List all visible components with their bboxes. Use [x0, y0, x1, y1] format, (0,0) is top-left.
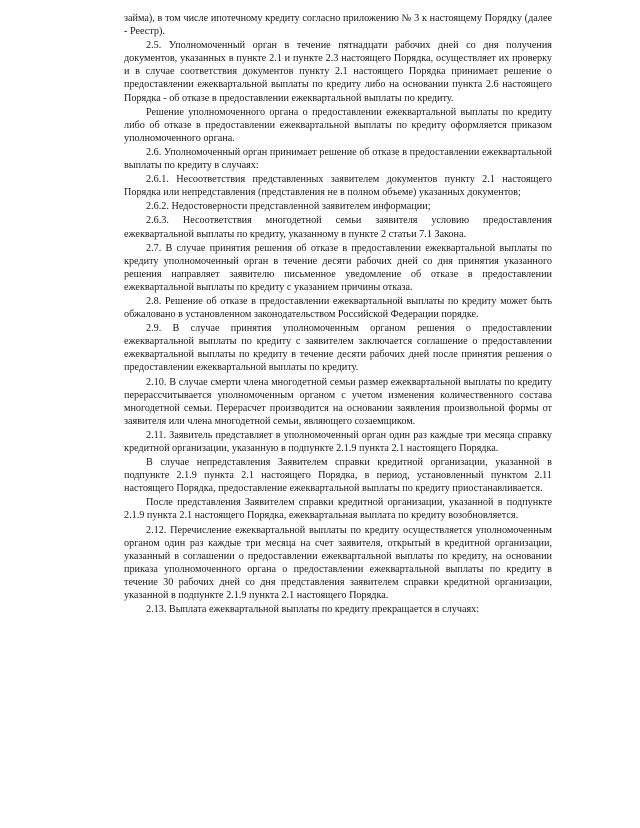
paragraph-2-10: 2.10. В случае смерти члена многодетной семьи размер ежеквартальной выплаты по кредиту перерассчитывается уполномоченным органом с учетом изменения количественного состава многодетной семьи. Перерасчет производится на основании заявления произвольной формы от заявителя или члена многодетной семьи, являющего созаемщиком. [124, 376, 552, 427]
paragraph-2-6-3: 2.6.3. Несоответствия многодетной семьи заявителя условию предоставления ежеквартальной выплаты по кредиту, указанному в пункте 2 статьи 7.1 Закона. [124, 215, 552, 240]
paragraph-2-6-2: 2.6.2. Недостоверности представленной заявителем информации; [146, 201, 431, 213]
paragraph-suspension: В случае непредставления Заявителем справки кредитной организации, указанной в подпункте 2.1.9 пункта 2.1 настоящего Порядка, в период, установленный пунктом 2.11 настоящего Порядка, предоставление ежеквартальной выплаты по кредиту приостанавливается. [124, 457, 552, 495]
paragraph-2-12: 2.12. Перечисление ежеквартальной выплаты по кредиту осуществляется уполномоченным органом один раз каждые три месяца на счет заявителя, открытый в кредитной организации, указанный в соглашении о предоставлении ежеквартальной выплаты по кредиту, на основании приказа уполномоченного органа о предоставлении ежеквартальной выплаты по кредиту в течение 30 рабочих дней со дня представления заявителем справки кредитной организации, указанной в подпункте 2.1.9 пункта 2.1 настоящего Порядка. [124, 524, 552, 602]
document-body [124, 12, 552, 617]
paragraph-2-6: 2.6. Уполномоченный орган принимает решение об отказе в предоставлении ежеквартальной выплаты по кредиту в случаях: [124, 146, 552, 172]
paragraph-2-6-1: 2.6.1. Несоответствия представленных заявителем документов пункту 2.1 настоящего Порядка или непредставления (представления не в полном объеме) указанных документов; [124, 174, 552, 199]
paragraph-2-8: 2.8. Решение об отказе в предоставлении ежеквартальной выплаты по кредиту может быть обжаловано в установленном законодательством Российской Федерации порядке. [124, 295, 552, 321]
paragraph-decision-form: Решение уполномоченного органа о предоставлении ежеквартальной выплаты по кредиту либо об отказе в предоставлении ежеквартальной выплаты по кредиту оформляется приказом уполномоченного органа. [124, 106, 552, 144]
paragraph-2-9: 2.9. В случае принятия уполномоченным органом решения о предоставлении ежеквартальной выплаты по кредиту с заявителем заключается соглашение о предоставлении ежеквартальной выплаты по кредиту в течение десяти рабочих дней после принятия решения о предоставлении ежеквартальной выплаты по кредиту. [124, 323, 552, 374]
paragraph-2-11: 2.11. Заявитель представляет в уполномоченный орган один раз каждые три месяца справку кредитной организации, указанную в подпункте 2.1.9 пункта 2.1 настоящего Порядка. [124, 429, 552, 454]
paragraph-2-7: 2.7. В случае принятия решения об отказе в предоставлении ежеквартальной выплаты по кредиту уполномоченный орган в течение десяти рабочих дней со дня принятия указанного решения направляет заявителю письменное уведомление об отказе в предоставлении ежеквартальной выплаты по кредиту с указанием причины отказа. [124, 242, 552, 293]
paragraph-2-5: 2.5. Уполномоченный орган в течение пятнадцати рабочих дней со дня получения документов, указанных в пункте 2.1 и пункте 2.3 настоящего Порядка, осуществляет их проверку и в случае соответствия документов пункту 2.1 настоящего Порядка принимает решение о предоставлении ежеквартальной выплаты по кредиту либо на основании пункта 2.6 настоящего Порядка - об отказе в предоставлении ежеквартальной выплаты по кредиту. [124, 40, 552, 104]
paragraph-2-13: 2.13. Выплата ежеквартальной выплаты по кредиту прекращается в случаях: [146, 604, 480, 616]
paragraph-continuation: займа), в том числе ипотечному кредиту согласно приложению № 3 к настоящему Порядку (далее - Реестр). [124, 13, 552, 38]
paragraph-resumption: После представления Заявителем справки кредитной организации, указанной в подпункте 2.1.9 пункта 2.1 настоящего Порядка, ежеквартальная выплата по кредиту возобновляется. [124, 497, 552, 522]
